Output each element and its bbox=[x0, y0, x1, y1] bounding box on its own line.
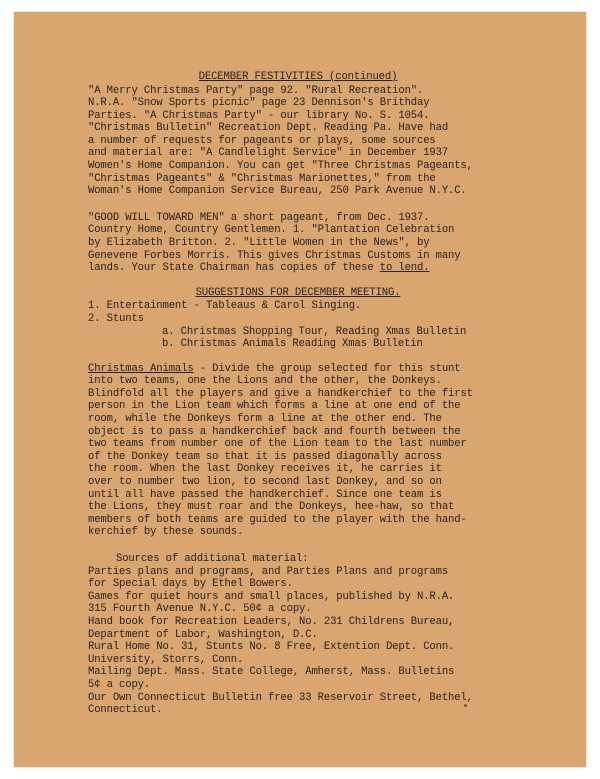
suggestion-item: 1. Entertainment - Tableaus & Carol Singing. bbox=[88, 300, 362, 313]
text-line: until all have passed the handkerchief. Since one team is bbox=[88, 488, 442, 501]
source-line: 315 Fourth Avenue N.Y.C. 50¢ a copy. bbox=[88, 603, 312, 616]
text-line: "Christmas Bulletin" Recreation Dept. Reading Pa. Have had bbox=[88, 122, 449, 135]
text-line: of the Donkey team so that it is passed diagonally across bbox=[88, 450, 442, 463]
text-line: Women's Home Companion. You can get "Three Christmas Pageants, bbox=[88, 160, 473, 173]
text-span: lands. Your State Chairman has copies of these bbox=[88, 262, 380, 275]
text-line: Parties. "A Christmas Party" - our library No. S. 1054. bbox=[88, 109, 430, 122]
festivities-paragraph bbox=[88, 85, 508, 198]
text-line: N.R.A. "Snow Sports picnic" page 23 Dennison's Brithday bbox=[88, 97, 430, 110]
underlined-text: to lend. bbox=[379, 262, 430, 275]
text-line: Woman's Home Companion Service Bureau, 250 Park Avenue N.Y.C. bbox=[88, 185, 467, 198]
text-line: a number of requests for pageants or plays, some sources bbox=[88, 134, 436, 147]
sources-heading: Sources of additional material: bbox=[116, 553, 309, 565]
stunt-item: a. Christmas Shopping Tour, Reading Xmas Bulletin bbox=[162, 325, 467, 338]
text-line: two teams from number one of the Lion team to the last number bbox=[88, 438, 467, 451]
text-line: person in the Lion team which forms a line at one end of the bbox=[88, 400, 461, 413]
source-line: Parties plans and programs, and Parties Plans and programs bbox=[88, 565, 449, 578]
text-line: room, while the Donkeys form a line at the other end. The bbox=[88, 413, 442, 426]
source-line: Connecticut. bbox=[88, 704, 163, 717]
source-line: Hand book for Recreation Leaders, No. 231 Childrens Bureau, bbox=[88, 615, 455, 628]
source-line: Department of Labor, Washington, D.C. bbox=[88, 628, 318, 641]
source-line: Mailing Dept. Mass. State College, Amherst, Mass. Bulletins bbox=[88, 666, 455, 679]
text-line: "A Merry Christmas Party" page 92. "Rural Recreation". bbox=[88, 84, 424, 97]
christmas-animals-paragraph bbox=[88, 363, 508, 539]
source-line: for Special days by Ethel Bowers. bbox=[88, 578, 293, 591]
underlined-text: Christmas Animals bbox=[88, 362, 194, 375]
text-line bbox=[88, 363, 508, 376]
pageant-paragraph bbox=[88, 212, 508, 275]
stunt-item: b. Christmas Animals Reading Xmas Bulletin bbox=[162, 338, 423, 351]
suggestion-item: 2. Stunts bbox=[88, 312, 144, 325]
text-line: the Lions, they must roar and the Donkeys, hee-haw, so that bbox=[88, 501, 455, 514]
source-line: Our Own Connecticut Bulletin free 33 Reservoir Street, Bethel, bbox=[88, 691, 473, 704]
text-line: over to number two lion, to second last Donkey, and so on bbox=[88, 476, 442, 489]
text-line: Country Home, Country Gentlemen. 1. "Plantation Celebration bbox=[88, 224, 455, 237]
page-heading: DECEMBER FESTIVITIES (continued) bbox=[198, 71, 398, 83]
text-line: into two teams, one the Lions and the other, the Donkeys. bbox=[88, 375, 442, 388]
text-line: "GOOD WILL TOWARD MEN" a short pageant, from Dec. 1937. bbox=[88, 211, 430, 224]
text-line: members of both teams are guided to the player with the hand- bbox=[88, 513, 467, 526]
source-line: Games for quiet hours and small places, published by N.R.A. bbox=[88, 590, 455, 603]
text-line: kerchief by these sounds. bbox=[88, 526, 244, 539]
text-line: Blindfold all the players and give a handkerchief to the first bbox=[88, 387, 473, 400]
text-line: object is to pass a handkerchief back and fourth between the bbox=[88, 425, 461, 438]
source-line: 5¢ a copy. bbox=[88, 678, 151, 691]
text-line bbox=[88, 262, 508, 275]
typed-page bbox=[88, 71, 508, 717]
text-line: Genevene Forbes Morris. This gives Christmas Customs in many bbox=[88, 249, 461, 262]
text-span: - Divide the group selected for this stunt bbox=[193, 362, 461, 375]
text-line: the room. When the last Donkey receives it, he carries it bbox=[88, 463, 442, 476]
text-line: by Elizabeth Britton. 2. "Little Women in the News", by bbox=[88, 237, 430, 250]
source-line: University, Storrs, Conn. bbox=[88, 653, 244, 666]
sources-paragraph bbox=[88, 553, 508, 717]
paper-speck bbox=[464, 704, 467, 707]
text-line: "Christmas Pageants" & "Christmas Marionettes," from the bbox=[88, 172, 436, 185]
text-line: and material are: "A Candlelight Service" in December 1937 bbox=[88, 147, 449, 160]
suggestions-heading: SUGGESTIONS FOR DECEMBER MEETING. bbox=[195, 286, 401, 299]
source-line: Rural Home No. 31, Stunts No. 8 Free, Extention Dept. Conn. bbox=[88, 641, 455, 654]
